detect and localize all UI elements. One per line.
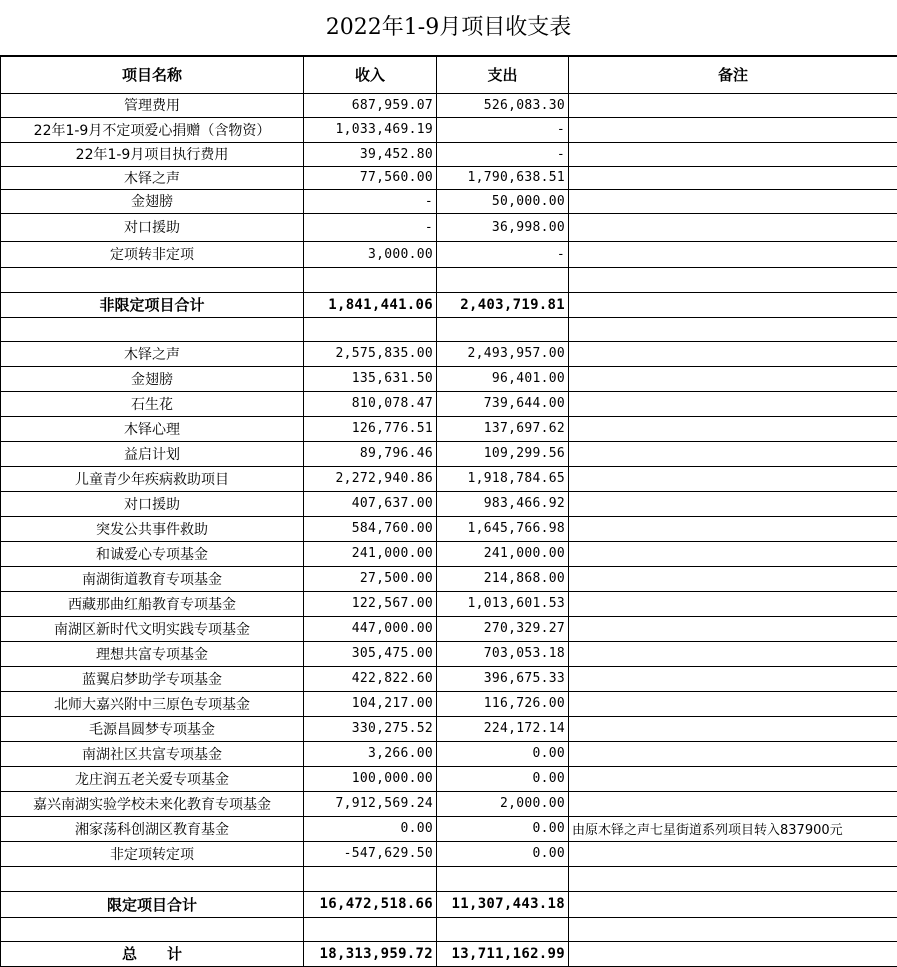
cell-name: 22年1-9月项目执行费用 — [1, 142, 304, 166]
cell-expense: 0.00 — [437, 841, 569, 866]
cell-name — [1, 267, 304, 292]
cell-expense: 2,493,957.00 — [437, 341, 569, 366]
cell-expense: 396,675.33 — [437, 666, 569, 691]
cell-expense: 983,466.92 — [437, 491, 569, 516]
table-row — [1, 441, 897, 466]
blank-row — [1, 267, 897, 292]
cell-income — [304, 866, 437, 891]
cell-expense: 0.00 — [437, 741, 569, 766]
table-row — [1, 166, 897, 189]
table-row — [1, 816, 897, 841]
cell-income: 447,000.00 — [304, 616, 437, 641]
cell-expense: 13,711,162.99 — [437, 941, 569, 966]
cell-income: 7,912,569.24 — [304, 791, 437, 816]
cell-note — [569, 491, 897, 516]
cell-note — [569, 566, 897, 591]
cell-income: 77,560.00 — [304, 166, 437, 189]
cell-income: 39,452.80 — [304, 142, 437, 166]
cell-income — [304, 317, 437, 341]
cell-name: 南湖区新时代文明实践专项基金 — [1, 616, 304, 641]
table-row — [1, 641, 897, 666]
cell-name: 突发公共事件救助 — [1, 516, 304, 541]
cell-note — [569, 189, 897, 213]
cell-income — [304, 917, 437, 941]
income-expense-table — [0, 55, 897, 967]
cell-name — [1, 317, 304, 341]
blank-row — [1, 866, 897, 891]
cell-expense — [437, 917, 569, 941]
cell-note — [569, 317, 897, 341]
cell-expense: 1,645,766.98 — [437, 516, 569, 541]
cell-name: 儿童青少年疾病救助项目 — [1, 466, 304, 491]
cell-name: 定项转非定项 — [1, 241, 304, 267]
cell-note — [569, 691, 897, 716]
cell-note — [569, 541, 897, 566]
cell-expense: 703,053.18 — [437, 641, 569, 666]
table-row — [1, 616, 897, 641]
table-row — [1, 766, 897, 791]
table-row — [1, 491, 897, 516]
cell-name: 益启计划 — [1, 441, 304, 466]
cell-expense: 2,000.00 — [437, 791, 569, 816]
cell-name: 理想共富专项基金 — [1, 641, 304, 666]
cell-note — [569, 666, 897, 691]
cell-name: 和诚爱心专项基金 — [1, 541, 304, 566]
cell-income: 2,575,835.00 — [304, 341, 437, 366]
table-row — [1, 93, 897, 117]
cell-income — [304, 267, 437, 292]
header-income: 收入 — [304, 56, 437, 93]
cell-note — [569, 117, 897, 142]
cell-note — [569, 166, 897, 189]
cell-note — [569, 841, 897, 866]
table-row — [1, 341, 897, 366]
table-row — [1, 416, 897, 441]
cell-expense: 137,697.62 — [437, 416, 569, 441]
cell-name: 非限定项目合计 — [1, 292, 304, 317]
table-row — [1, 516, 897, 541]
cell-name: 湘家荡科创湖区教育基金 — [1, 816, 304, 841]
cell-expense: - — [437, 142, 569, 166]
cell-note — [569, 941, 897, 966]
cell-income: 3,000.00 — [304, 241, 437, 267]
table-row — [1, 666, 897, 691]
cell-expense: 0.00 — [437, 766, 569, 791]
cell-note — [569, 591, 897, 616]
cell-expense: 1,790,638.51 — [437, 166, 569, 189]
cell-note — [569, 241, 897, 267]
cell-name: 蓝翼启梦助学专项基金 — [1, 666, 304, 691]
cell-note — [569, 616, 897, 641]
cell-income: 2,272,940.86 — [304, 466, 437, 491]
cell-expense: 0.00 — [437, 816, 569, 841]
cell-note — [569, 741, 897, 766]
cell-note — [569, 142, 897, 166]
cell-income: 0.00 — [304, 816, 437, 841]
cell-note — [569, 891, 897, 917]
cell-name: 金翅膀 — [1, 366, 304, 391]
cell-income: 241,000.00 — [304, 541, 437, 566]
cell-name: 龙庄润五老关爱专项基金 — [1, 766, 304, 791]
cell-expense — [437, 866, 569, 891]
cell-note — [569, 93, 897, 117]
cell-income: 135,631.50 — [304, 366, 437, 391]
cell-expense: 2,403,719.81 — [437, 292, 569, 317]
cell-name: 木铎之声 — [1, 166, 304, 189]
cell-expense: - — [437, 117, 569, 142]
cell-note — [569, 791, 897, 816]
blank-row — [1, 317, 897, 341]
cell-name: 对口援助 — [1, 213, 304, 241]
cell-note — [569, 366, 897, 391]
cell-note — [569, 213, 897, 241]
cell-name — [1, 917, 304, 941]
cell-expense: 109,299.56 — [437, 441, 569, 466]
cell-income: 16,472,518.66 — [304, 891, 437, 917]
cell-expense: 241,000.00 — [437, 541, 569, 566]
table-row — [1, 391, 897, 416]
header-expense: 支出 — [437, 56, 569, 93]
table-row — [1, 213, 897, 241]
cell-expense: 1,013,601.53 — [437, 591, 569, 616]
cell-income: 122,567.00 — [304, 591, 437, 616]
table-row — [1, 716, 897, 741]
blank-row — [1, 917, 897, 941]
cell-note — [569, 441, 897, 466]
cell-expense: 270,329.27 — [437, 616, 569, 641]
cell-income: 3,266.00 — [304, 741, 437, 766]
cell-income: 305,475.00 — [304, 641, 437, 666]
cell-name: 南湖社区共富专项基金 — [1, 741, 304, 766]
cell-name: 非定项转定项 — [1, 841, 304, 866]
subtotal-row — [1, 891, 897, 917]
cell-note — [569, 917, 897, 941]
cell-income: - — [304, 189, 437, 213]
cell-name: 总 计 — [1, 941, 304, 966]
cell-name: 南湖街道教育专项基金 — [1, 566, 304, 591]
cell-income: 1,841,441.06 — [304, 292, 437, 317]
cell-expense: 739,644.00 — [437, 391, 569, 416]
cell-name — [1, 866, 304, 891]
table-row — [1, 591, 897, 616]
table-row — [1, 189, 897, 213]
cell-income: 89,796.46 — [304, 441, 437, 466]
cell-income: 1,033,469.19 — [304, 117, 437, 142]
cell-expense — [437, 317, 569, 341]
table-row — [1, 691, 897, 716]
cell-note — [569, 416, 897, 441]
cell-expense: 526,083.30 — [437, 93, 569, 117]
sheet-title: 2022年1-9月项目收支表 — [0, 0, 897, 56]
cell-note: 由原木铎之声七星街道系列项目转入837900元 — [569, 816, 897, 841]
cell-name: 石生花 — [1, 391, 304, 416]
cell-income: - — [304, 213, 437, 241]
cell-note — [569, 341, 897, 366]
cell-name: 西藏那曲红船教育专项基金 — [1, 591, 304, 616]
table-row — [1, 791, 897, 816]
header-name: 项目名称 — [1, 56, 304, 93]
cell-expense: 1,918,784.65 — [437, 466, 569, 491]
cell-note — [569, 391, 897, 416]
cell-income: 126,776.51 — [304, 416, 437, 441]
cell-expense: 214,868.00 — [437, 566, 569, 591]
cell-income: 104,217.00 — [304, 691, 437, 716]
cell-note — [569, 292, 897, 317]
cell-name: 对口援助 — [1, 491, 304, 516]
table-row — [1, 541, 897, 566]
cell-name: 限定项目合计 — [1, 891, 304, 917]
cell-income: 27,500.00 — [304, 566, 437, 591]
table-row — [1, 841, 897, 866]
cell-income: 100,000.00 — [304, 766, 437, 791]
table-row — [1, 741, 897, 766]
cell-name: 嘉兴南湖实验学校未来化教育专项基金 — [1, 791, 304, 816]
cell-name: 管理费用 — [1, 93, 304, 117]
total-row — [1, 941, 897, 966]
table-header-row — [1, 56, 897, 93]
cell-income: 584,760.00 — [304, 516, 437, 541]
cell-note — [569, 466, 897, 491]
table-row — [1, 366, 897, 391]
cell-income: 18,313,959.72 — [304, 941, 437, 966]
cell-note — [569, 766, 897, 791]
cell-note — [569, 516, 897, 541]
cell-expense: - — [437, 241, 569, 267]
cell-name: 木铎之声 — [1, 341, 304, 366]
table-row — [1, 241, 897, 267]
cell-name: 22年1-9月不定项爱心捐赠（含物资） — [1, 117, 304, 142]
cell-name: 北师大嘉兴附中三原色专项基金 — [1, 691, 304, 716]
cell-note — [569, 267, 897, 292]
table-row — [1, 566, 897, 591]
cell-income: 687,959.07 — [304, 93, 437, 117]
table-row — [1, 466, 897, 491]
cell-expense — [437, 267, 569, 292]
cell-name: 毛源昌圆梦专项基金 — [1, 716, 304, 741]
cell-note — [569, 641, 897, 666]
header-note: 备注 — [569, 56, 897, 93]
table-row — [1, 142, 897, 166]
cell-income: -547,629.50 — [304, 841, 437, 866]
cell-income: 422,822.60 — [304, 666, 437, 691]
cell-expense: 224,172.14 — [437, 716, 569, 741]
table-row — [1, 117, 897, 142]
cell-income: 407,637.00 — [304, 491, 437, 516]
cell-name: 木铎心理 — [1, 416, 304, 441]
cell-note — [569, 716, 897, 741]
cell-expense: 96,401.00 — [437, 366, 569, 391]
cell-note — [569, 866, 897, 891]
cell-expense: 50,000.00 — [437, 189, 569, 213]
cell-income: 330,275.52 — [304, 716, 437, 741]
cell-expense: 11,307,443.18 — [437, 891, 569, 917]
cell-name: 金翅膀 — [1, 189, 304, 213]
cell-expense: 36,998.00 — [437, 213, 569, 241]
cell-income: 810,078.47 — [304, 391, 437, 416]
subtotal-row — [1, 292, 897, 317]
cell-expense: 116,726.00 — [437, 691, 569, 716]
